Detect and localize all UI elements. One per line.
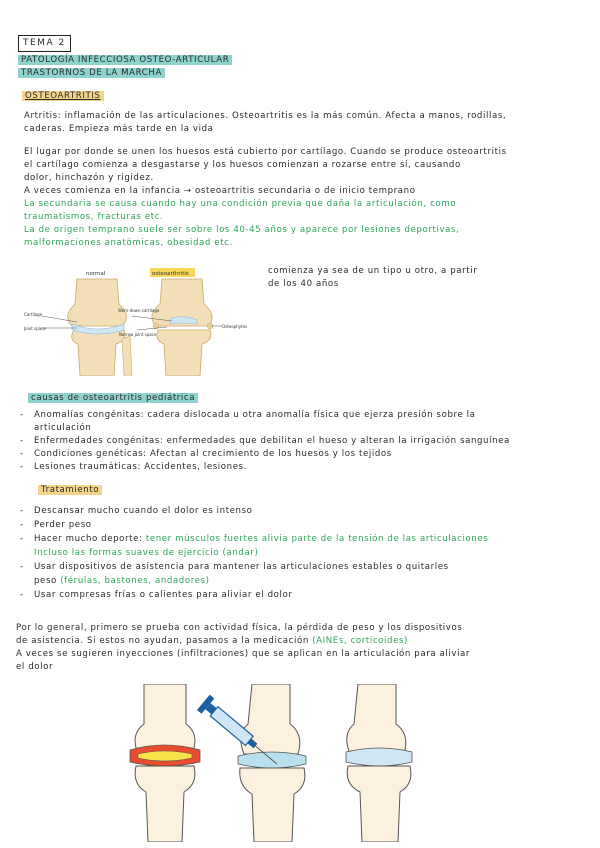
text-line: Usar compresas frías o calientes para aliviar el dolor xyxy=(34,590,293,600)
list-item xyxy=(20,461,510,474)
text-line: El lugar por donde se unen los huesos está cubierto por cartílago. Cuando se produce osteoartritis xyxy=(24,147,507,157)
text-line: articulación xyxy=(34,423,92,433)
paragraph-artritis xyxy=(24,110,594,136)
text-line: de asistencia. Si estos no ayudan, pasamos a la medicación xyxy=(16,636,313,646)
green-note: (AINEs, corticoides) xyxy=(312,636,408,646)
treatment-heading xyxy=(38,484,102,497)
inflamed-knee xyxy=(130,684,200,842)
healthy-knee xyxy=(346,684,412,842)
treatment-list xyxy=(20,504,488,602)
list-item xyxy=(20,518,488,532)
paragraph-cartilago xyxy=(24,146,594,250)
text-line: el dolor xyxy=(16,662,54,672)
text-line: Artritis: inflamación de las articulaciones. Osteoartritis es la más común. Afecta a manos, rodillas, xyxy=(24,111,507,121)
text-line: Enfermedades congénitas: enfermedades que debilitan el hueso y alteran la irrigación sanguínea xyxy=(34,436,510,446)
tema-label: TEMA 2 xyxy=(18,35,71,52)
figure1-caption xyxy=(268,265,477,291)
green-note: La secundaria se causa cuando hay una condición previa que daña la articulación, como xyxy=(24,199,457,209)
subtitle-2-text: TRASTORNOS DE LA MARCHA xyxy=(18,68,165,78)
label-osteophytes: Osteophytes xyxy=(222,324,248,329)
closing-paragraph xyxy=(16,622,596,674)
label-normal: normal xyxy=(86,271,106,277)
green-note: (férulas, bastones, andadores) xyxy=(60,576,210,586)
list-item xyxy=(20,560,488,588)
section-heading-text: OSTEOARTRITIS xyxy=(22,91,104,101)
text-line: comienza ya sea de un tipo u otro, a partir xyxy=(268,266,478,276)
green-note: traumatismos, fracturas etc. xyxy=(24,212,164,222)
green-note: malformaciones anatómicas, obesidad etc. xyxy=(24,238,233,248)
label-osteoarthritis: osteoarthritis xyxy=(152,271,189,277)
knee-comparison-figure xyxy=(22,264,262,376)
section-heading-text: causas de osteoartritis pediátrica xyxy=(28,393,198,403)
text-line: Por lo general, primero se prueba con actividad física, la pérdida de peso y los dispositivos xyxy=(16,623,463,633)
text-line: Condiciones genéticas: Afectan al crecimiento de los huesos y los tejidos xyxy=(34,449,392,459)
subtitle-2 xyxy=(18,67,165,80)
text-line: Hacer mucho deporte: xyxy=(34,534,146,544)
knee-injection-figure xyxy=(122,684,418,842)
green-note: Incluso las formas suaves de ejercicio (andar) xyxy=(34,548,259,558)
text-line: peso xyxy=(34,576,61,586)
text-line: Perder peso xyxy=(34,520,92,530)
text-line: Anomalías congénitas: cadera dislocada u otra anomalía física que ejerza presión sobre la xyxy=(34,410,476,420)
text-line: A veces comienza en la infancia → osteoartritis secundaria o de inicio temprano xyxy=(24,186,416,196)
list-item xyxy=(20,588,488,602)
label-narrow-joint: Narrow joint space xyxy=(119,332,157,337)
injection-knee xyxy=(197,684,306,842)
text-line: el cartílago comienza a desgastarse y los huesos comienzan a rozarse entre sí, causando xyxy=(24,160,461,170)
text-line: Lesiones traumáticas: Accidentes, lesiones. xyxy=(34,462,247,472)
section-heading-osteoartritis xyxy=(22,90,104,103)
causes-list xyxy=(20,409,510,474)
label-worn-cartilage: Worn-down cartilage xyxy=(118,308,160,313)
text-line: de los 40 años xyxy=(268,279,339,289)
list-item xyxy=(20,448,510,461)
section-heading-causas xyxy=(28,392,198,405)
subtitle-1-text: PATOLOGÍA INFECCIOSA OSTEO-ARTICULAR xyxy=(18,55,232,65)
list-item xyxy=(20,504,488,518)
list-item xyxy=(20,435,510,448)
green-note: La de origen temprano suele ser sobre los 40-45 años y aparece por lesiones deportivas, xyxy=(24,225,460,235)
text-line: caderas. Empieza más tarde en la vida xyxy=(24,124,214,134)
text-line: dolor, hinchazón y rigidez. xyxy=(24,173,154,183)
treatment-heading-text: Tratamiento xyxy=(38,485,102,495)
subtitle-1 xyxy=(18,54,232,67)
label-joint-space: Joint space xyxy=(24,326,46,331)
text-line: Descansar mucho cuando el dolor es intenso xyxy=(34,506,253,516)
list-item xyxy=(20,532,488,560)
text-line: Usar dispositivos de asistencia para mantener las articulaciones estables o quitarles xyxy=(34,562,449,572)
label-cartilage: Cartilage xyxy=(24,312,43,317)
text-line: A veces se sugieren inyecciones (infiltraciones) que se aplican en la articulación para aliviar xyxy=(16,649,471,659)
list-item xyxy=(20,409,510,435)
green-note: tener músculos fuertes alivia parte de la tensión de las articulaciones xyxy=(145,534,489,544)
